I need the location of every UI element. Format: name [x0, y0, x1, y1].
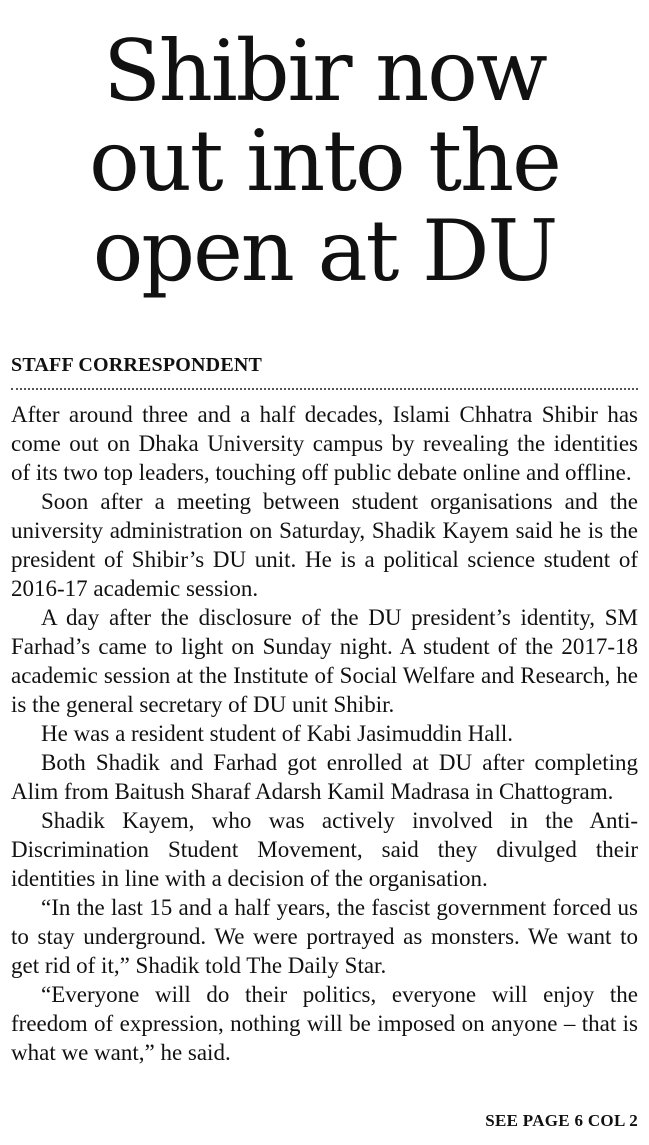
headline-line: out into the: [89, 112, 560, 210]
headline: [0, 22, 649, 300]
article-paragraph: Both Shadik and Farhad got enrolled at DU after completing Alim from Baitush Sharaf Adarsh Kamil Madrasa in Chattogram.: [11, 750, 638, 804]
article-paragraph: Shadik Kayem, who was actively involved in the Anti-Discrimination Student Movement, said they divulged their identities in line with a decision of the organisation.: [11, 808, 638, 891]
dotted-divider: [11, 388, 638, 390]
continued-on-page: SEE PAGE 6 COL 2: [485, 1111, 638, 1130]
headline-line: Shibir now: [103, 22, 546, 120]
headline-line: open at DU: [92, 202, 557, 300]
article-body: [11, 400, 638, 1067]
article-paragraph: He was a resident student of Kabi Jasimuddin Hall.: [41, 721, 514, 746]
article-paragraph: “In the last 15 and a half years, the fascist government forced us to stay underground. We were portrayed as monsters. We want to get rid of it,” Shadik told The Daily Star.: [11, 895, 638, 978]
article-paragraph: “Everyone will do their politics, everyone will enjoy the freedom of expression, nothing will be imposed on anyone – that is what we want,” he said.: [11, 982, 638, 1065]
article-paragraph: Soon after a meeting between student organisations and the university administration on Saturday, Shadik Kayem said he is the president of Shibir’s DU unit. He is a political science student of 2016-17 academic session.: [11, 489, 638, 601]
article-paragraph: After around three and a half decades, Islami Chhatra Shibir has come out on Dhaka University campus by revealing the identities of its two top leaders, touching off public debate online and offline.: [11, 402, 638, 485]
article-paragraph: A day after the disclosure of the DU president’s identity, SM Farhad’s came to light on Sunday night. A student of the 2017-18 academic session at the Institute of Social Welfare and Research, he is the general secretary of DU unit Shibir.: [11, 605, 638, 717]
byline: STAFF CORRESPONDENT: [11, 354, 263, 376]
